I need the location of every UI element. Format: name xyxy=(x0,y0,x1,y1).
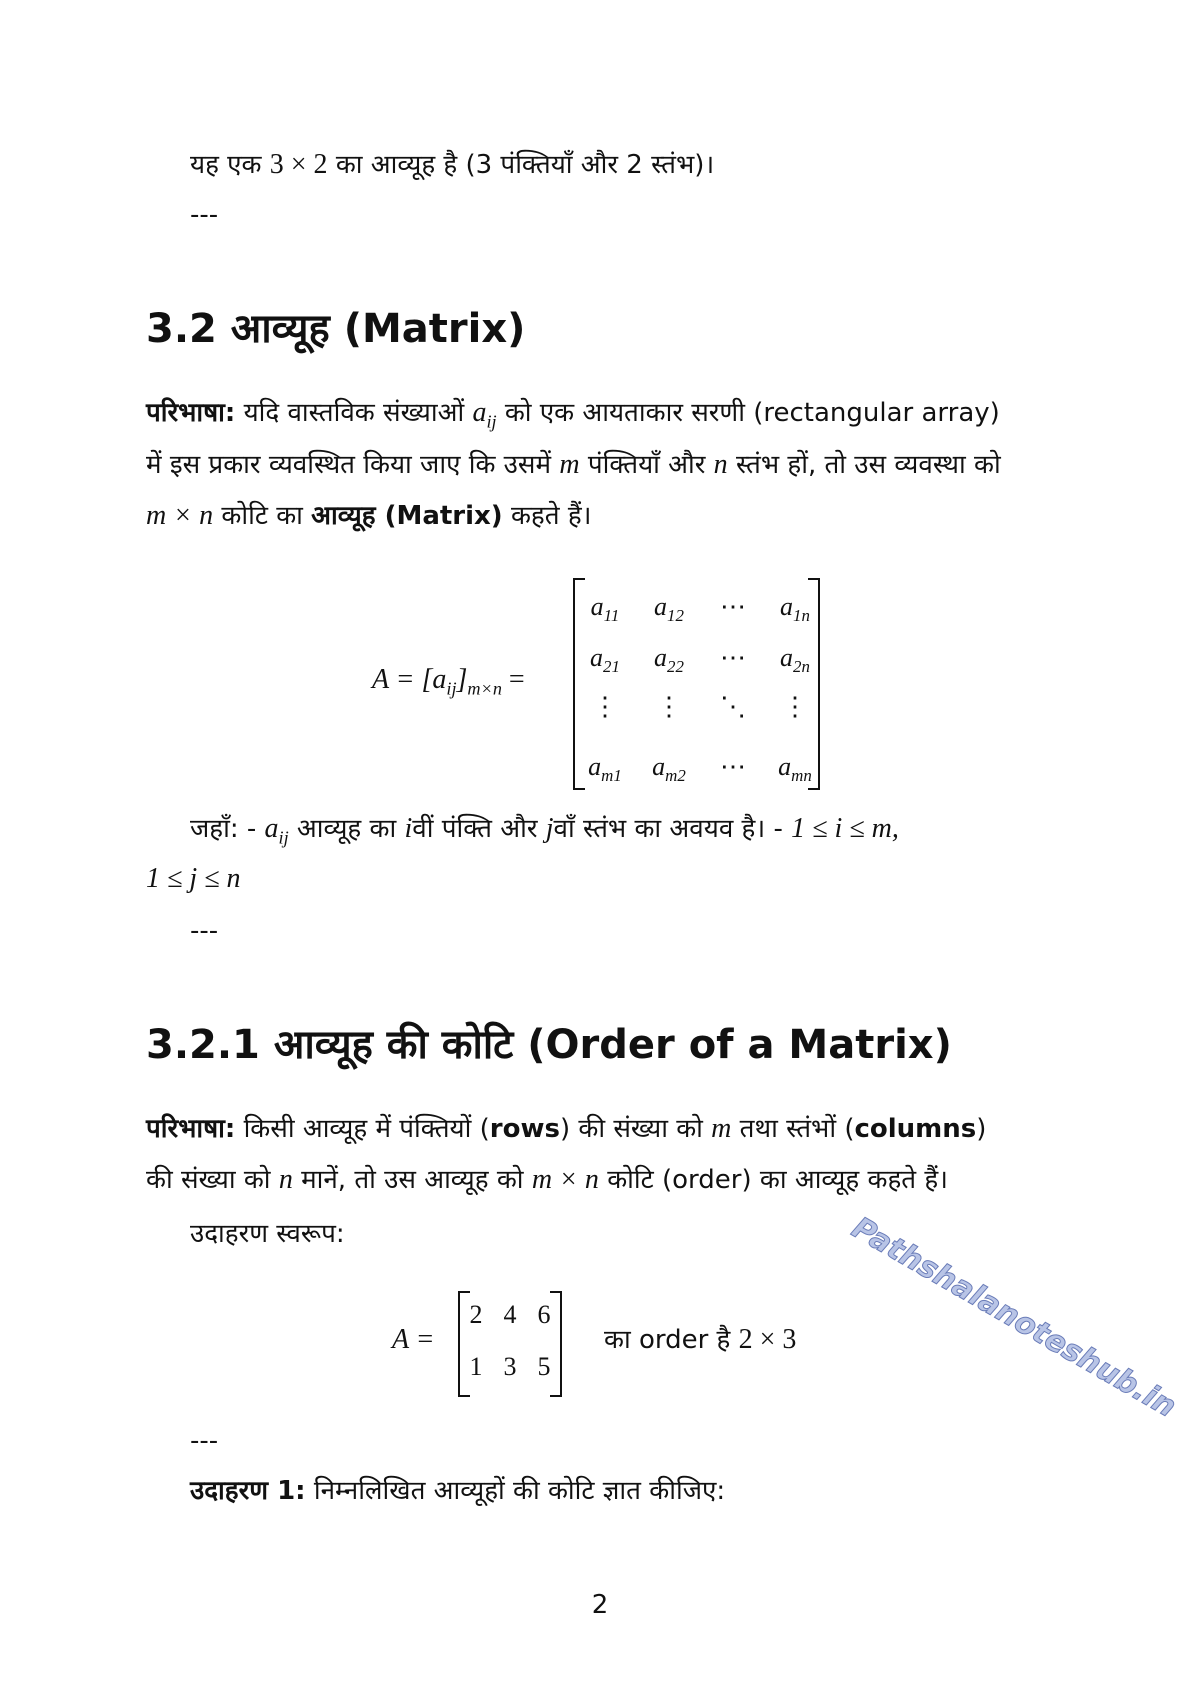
text: वीं पंक्ति और xyxy=(412,814,538,844)
matrix-entry: $a_{21}$ xyxy=(590,643,620,677)
text: जहाँ: xyxy=(190,814,239,844)
bold-term: आव्यूह (Matrix) xyxy=(311,501,503,531)
matrix-entry: 3 xyxy=(503,1352,517,1381)
math-n: n xyxy=(278,1164,293,1195)
section-heading-3-2-1: 3.2.1 आव्यूह की कोटि (Order of a Matrix) xyxy=(146,1022,952,1068)
text: तथा स्तंभों ( xyxy=(739,1114,855,1144)
definition-label: परिभाषा: xyxy=(146,398,236,428)
intro-text: यह एक xyxy=(190,150,262,180)
bold-columns: columns xyxy=(854,1114,977,1144)
text: कोटि का xyxy=(221,501,303,531)
matrix-entry: $a_{12}$ xyxy=(654,592,684,626)
matrix-entry: ⋮ xyxy=(592,692,618,721)
definition-line-2 xyxy=(146,448,1058,482)
math-j: j xyxy=(545,813,554,844)
order-statement xyxy=(604,1323,796,1357)
matrix-entry: $a_{22}$ xyxy=(654,643,684,677)
matrix-entry: $a_{1n}$ xyxy=(780,592,810,626)
page-number: 2 xyxy=(591,1590,609,1620)
order-value: 2 × 3 xyxy=(738,1324,797,1355)
example-label: उदाहरण 1: xyxy=(190,1476,306,1506)
math-a: a xyxy=(264,813,279,844)
text: स्तंभ हों, तो उस व्यवस्था को xyxy=(735,450,1001,480)
matrix-entry: $a_{2n}$ xyxy=(780,643,810,677)
text: कोटि (order) का आव्यूह कहते हैं। xyxy=(607,1165,948,1195)
matrix-entry: ⋮ xyxy=(656,692,682,721)
math-i: i xyxy=(404,813,413,844)
equation-lhs: $A = [a_{ij}]_{m\times n}$ = xyxy=(372,664,525,699)
text: यदि वास्तविक संख्याओं xyxy=(243,398,465,428)
example-text: निम्नलिखित आव्यूहों की कोटि ज्ञात कीजिए: xyxy=(313,1476,726,1506)
definition-line-1 xyxy=(146,396,1058,439)
math-mxn: m × n xyxy=(146,500,214,531)
math-range-j: 1 ≤ j ≤ n xyxy=(146,863,241,894)
sub: m×n xyxy=(467,678,502,699)
intro-dims: 3 × 2 xyxy=(269,149,328,180)
where-line xyxy=(190,812,899,855)
math-m: m xyxy=(559,449,580,480)
text: आव्यूह का xyxy=(296,814,397,844)
matrix-entry: 5 xyxy=(537,1352,551,1381)
matrix-entry: 1 xyxy=(469,1352,483,1381)
text: कहते हैं। xyxy=(510,501,592,531)
definition-line-3 xyxy=(146,499,592,533)
separator: --- xyxy=(190,200,219,230)
matrix-entry: $a_{m1}$ xyxy=(588,752,622,786)
equals: = xyxy=(508,664,525,695)
definition-label: परिभाषा: xyxy=(146,1114,236,1144)
math-sub: ij xyxy=(486,411,497,432)
example-1 xyxy=(190,1474,725,1508)
matrix-entry: ⋱ xyxy=(720,692,746,721)
order-definition-line-2 xyxy=(146,1163,948,1197)
section-heading-3-2: 3.2 आव्यूह (Matrix) xyxy=(146,306,526,352)
matrix-entry: ⋯ xyxy=(720,643,746,672)
watermark: Pathshalanoteshub.in xyxy=(845,1210,1182,1425)
math-n: n xyxy=(713,449,728,480)
text: ) की संख्या को xyxy=(559,1114,703,1144)
matrix-entry: ⋯ xyxy=(720,592,746,621)
matrix-entry: 6 xyxy=(537,1300,551,1329)
example-matrix-lhs: A = xyxy=(392,1324,435,1355)
intro-text-after: का आव्यूह है (3 पंक्तियाँ और 2 स्तंभ)। xyxy=(335,150,715,180)
text: में इस प्रकार व्यवस्थित किया जाए कि उसमें xyxy=(146,450,552,480)
math-range-i: 1 ≤ i ≤ m, xyxy=(791,813,899,844)
separator: --- xyxy=(190,916,219,946)
text: - xyxy=(246,814,265,844)
math-m: m xyxy=(711,1113,732,1144)
text: को एक आयताकार सरणी (rectangular array) xyxy=(504,398,1000,428)
text: की संख्या को xyxy=(146,1165,271,1195)
math-mxn: m × n xyxy=(531,1164,599,1195)
bold-rows: rows xyxy=(489,1114,560,1144)
matrix-entry: $a_{mn}$ xyxy=(778,752,812,786)
sub: ij xyxy=(278,827,289,848)
matrix-entry: $a_{m2}$ xyxy=(652,752,686,786)
text: पंक्तियाँ और xyxy=(587,450,706,480)
text: वाँ स्तंभ का अवयव है। - xyxy=(553,814,783,844)
example-intro: उदाहरण स्वरूप: xyxy=(190,1219,345,1249)
lhs: A = [a xyxy=(372,664,447,695)
matrix-entry: ⋯ xyxy=(720,752,746,781)
text: किसी आव्यूह में पंक्तियों ( xyxy=(243,1114,490,1144)
text: का order है xyxy=(604,1325,731,1355)
matrix-entry: $a_{11}$ xyxy=(590,592,620,626)
text: मानें, तो उस आव्यूह को xyxy=(301,1165,524,1195)
sub: ij xyxy=(446,678,457,699)
matrix-entry: ⋮ xyxy=(782,692,808,721)
math-a: a xyxy=(472,397,487,428)
matrix-entry: 2 xyxy=(469,1300,483,1329)
separator: --- xyxy=(190,1426,219,1456)
text: ) xyxy=(976,1114,987,1144)
intro-line xyxy=(190,148,714,182)
order-definition-line-1 xyxy=(146,1112,986,1146)
matrix-entry: 4 xyxy=(503,1300,517,1329)
